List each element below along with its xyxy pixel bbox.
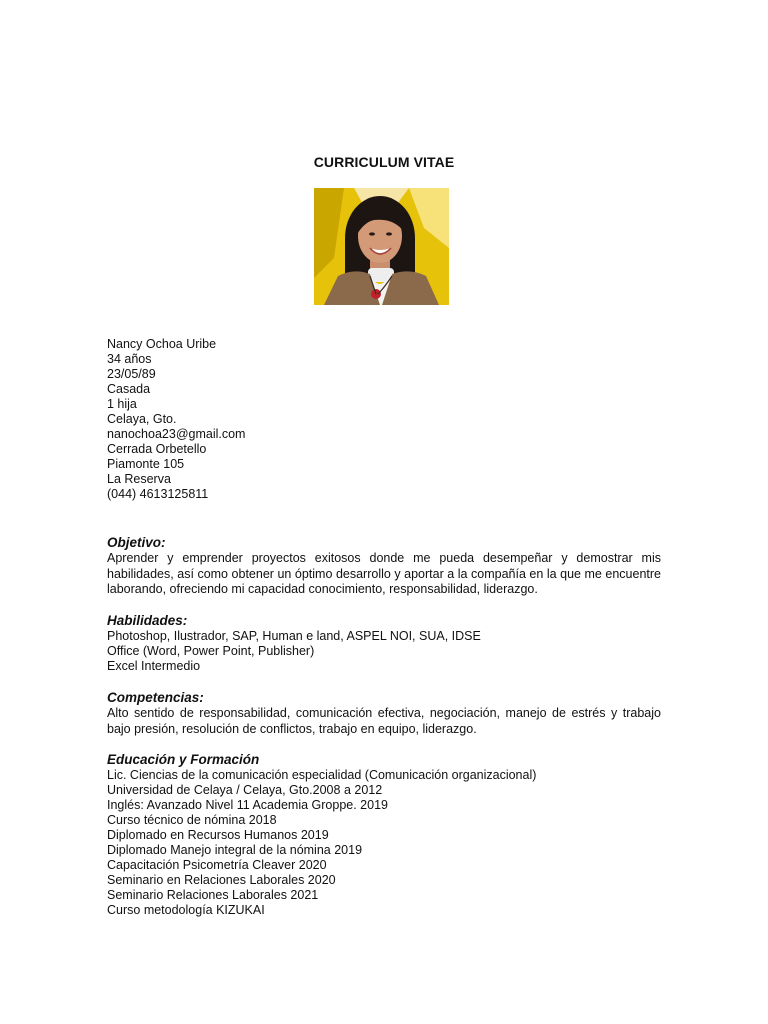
- document-title: CURRICULUM VITAE: [313, 154, 455, 170]
- objetivo-text: Aprender y emprender proyectos exitosos donde me pueda desempeñar y demostrar mis habilidades, así como obtener un óptimo desarrollo y aportar a la compañía en la que me encuentre laborando, ofreciendo mi capacidad conocimiento, responsabilidad, liderazgo.: [107, 551, 661, 596]
- list-item: Lic. Ciencias de la comunicación especialidad (Comunicación organizacional): [107, 768, 537, 782]
- educacion-heading: Educación y Formación: [107, 752, 260, 767]
- section-habilidades: [107, 613, 661, 674]
- competencias-text: Alto sentido de responsabilidad, comunicación efectiva, negociación, manejo de estrés y trabajo bajo presión, resolución de conflictos, trabajo en equipo, liderazgo.: [107, 706, 661, 736]
- address-neighborhood: La Reserva: [107, 472, 171, 486]
- objetivo-heading: Objetivo:: [107, 535, 166, 550]
- address-street: Cerrada Orbetello: [107, 442, 207, 456]
- list-item: Diplomado en Recursos Humanos 2019: [107, 828, 329, 842]
- city: Celaya, Gto.: [107, 412, 177, 426]
- list-item: Office (Word, Power Point, Publisher): [107, 644, 315, 658]
- list-item: Photoshop, Ilustrador, SAP, Human e land, ASPEL NOI, SUA, IDSE: [107, 629, 481, 643]
- list-item: Diplomado Manejo integral de la nómina 2019: [107, 843, 363, 857]
- birth-date: 23/05/89: [107, 367, 156, 381]
- children: 1 hija: [107, 397, 137, 411]
- list-item: Universidad de Celaya / Celaya, Gto.2008 a 2012: [107, 783, 383, 797]
- list-item: Inglés: Avanzado Nivel 11 Academia Groppe. 2019: [107, 798, 388, 812]
- section-educacion: [107, 752, 661, 918]
- section-objetivo: [107, 535, 661, 598]
- list-item: Curso metodología KIZUKAI: [107, 903, 265, 917]
- personal-info: [107, 337, 661, 502]
- age: 34 años: [107, 352, 152, 366]
- phone: (044) 4613125811: [107, 487, 209, 501]
- competencias-heading: Competencias:: [107, 690, 204, 705]
- list-item: Curso técnico de nómina 2018: [107, 813, 277, 827]
- list-item: Seminario Relaciones Laborales 2021: [107, 888, 319, 902]
- list-item: Seminario en Relaciones Laborales 2020: [107, 873, 336, 887]
- profile-photo: [314, 188, 449, 305]
- email: nanochoa23@gmail.com: [107, 427, 246, 441]
- marital-status: Casada: [107, 382, 151, 396]
- habilidades-heading: Habilidades:: [107, 613, 188, 628]
- list-item: Capacitación Psicometría Cleaver 2020: [107, 858, 327, 872]
- section-competencias: [107, 690, 661, 737]
- full-name: Nancy Ochoa Uribe: [107, 337, 217, 351]
- list-item: Excel Intermedio: [107, 659, 201, 673]
- address-number: Piamonte 105: [107, 457, 185, 471]
